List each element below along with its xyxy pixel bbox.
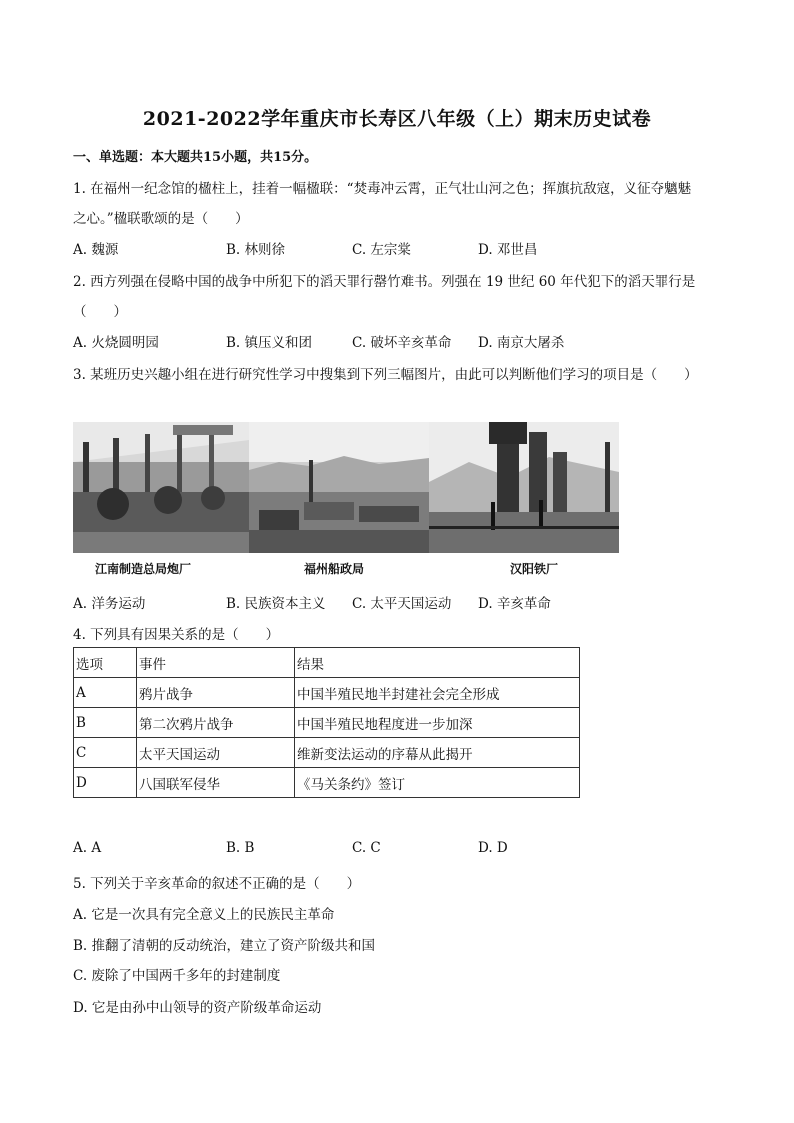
table-cell: C xyxy=(74,738,137,768)
q5-option-d: D. 它是由孙中山领导的资产阶级革命运动 xyxy=(73,1000,322,1016)
q5-option-c: C. 废除了中国两千多年的封建制度 xyxy=(73,968,281,984)
section-heading: 一、单选题：本大题共15小题，共15分。 xyxy=(73,150,318,165)
q1-option-c: C. 左宗棠 xyxy=(352,242,411,258)
table-header: 事件 xyxy=(137,648,295,678)
ironworks-photo xyxy=(429,422,619,553)
q4-option-a: A. A xyxy=(73,840,102,856)
table-cell: B xyxy=(74,708,137,738)
q2-option-d: D. 南京大屠杀 xyxy=(478,335,565,351)
table-header: 结果 xyxy=(295,648,580,678)
q2-option-b: B. 镇压义和团 xyxy=(226,335,313,351)
table-header-row xyxy=(74,648,580,678)
q3-option-d: D. 辛亥革命 xyxy=(478,596,551,612)
table-row xyxy=(74,738,580,768)
caption-arsenal: 江南制造总局炮厂 xyxy=(95,562,192,576)
table-cell: 中国半殖民地程度进一步加深 xyxy=(295,708,580,738)
question-3-stem: 3. 某班历史兴趣小组在进行研究性学习中搜集到下列三幅图片，由此可以判断他们学习的项目是（ ） xyxy=(73,367,698,383)
question-2-stem: 2. 西方列强在侵略中国的战争中所犯下的滔天罪行罄竹难书。列强在 19 世纪 60 年代犯下的滔天罪行是 xyxy=(73,274,696,290)
q2-option-c: C. 破坏辛亥革命 xyxy=(352,335,452,351)
table-row xyxy=(74,678,580,708)
table-cell: D xyxy=(74,768,137,798)
q4-option-d: D. D xyxy=(478,840,508,856)
table-cell: 鸦片战争 xyxy=(137,678,295,708)
question-4-stem: 4. 下列具有因果关系的是（ ） xyxy=(73,627,280,643)
q5-option-a: A. 它是一次具有完全意义上的民族民主革命 xyxy=(73,907,335,923)
q4-table xyxy=(73,647,580,798)
table-row xyxy=(74,768,580,798)
q3-option-c: C. 太平天国运动 xyxy=(352,596,452,612)
table-cell: 第二次鸦片战争 xyxy=(137,708,295,738)
table-cell: 中国半殖民地半封建社会完全形成 xyxy=(295,678,580,708)
caption-shipyard: 福州船政局 xyxy=(304,562,365,576)
q1-option-d: D. 邓世昌 xyxy=(478,242,538,258)
question-2-stem-cont: （ ） xyxy=(73,304,127,320)
q1-option-b: B. 林则徐 xyxy=(226,242,286,258)
table-header: 选项 xyxy=(74,648,137,678)
table-cell: 维新变法运动的序幕从此揭开 xyxy=(295,738,580,768)
table-row xyxy=(74,708,580,738)
question-1-stem-cont: 之心。”楹联歌颂的是（ ） xyxy=(73,211,249,227)
shipyard-photo xyxy=(249,422,429,553)
table-cell: 八国联军侵华 xyxy=(137,768,295,798)
q3-option-b: B. 民族资本主义 xyxy=(226,596,326,612)
caption-ironworks: 汉阳铁厂 xyxy=(510,562,559,576)
table-cell: 《马关条约》签订 xyxy=(295,768,580,798)
q5-option-b: B. 推翻了清朝的反动统治，建立了资产阶级共和国 xyxy=(73,938,376,954)
historical-photos xyxy=(73,422,619,553)
q4-option-b: B. B xyxy=(226,840,255,856)
table-cell: A xyxy=(74,678,137,708)
table-cell: 太平天国运动 xyxy=(137,738,295,768)
exam-title: 2021-2022学年重庆市长寿区八年级（上）期末历史试卷 xyxy=(142,108,652,130)
question-1-stem: 1. 在福州一纪念馆的楹柱上，挂着一幅楹联：“焚毒冲云霄，正气壮山河之色；挥旗抗敌寇，义征夺魑魅 xyxy=(73,181,692,197)
question-5-stem: 5. 下列关于辛亥革命的叙述不正确的是（ ） xyxy=(73,876,361,892)
arsenal-photo xyxy=(73,422,249,553)
q3-option-a: A. 洋务运动 xyxy=(73,596,146,612)
q1-option-a: A. 魏源 xyxy=(73,242,119,258)
q4-option-c: C. C xyxy=(352,840,381,856)
q2-option-a: A. 火烧圆明园 xyxy=(73,335,159,351)
